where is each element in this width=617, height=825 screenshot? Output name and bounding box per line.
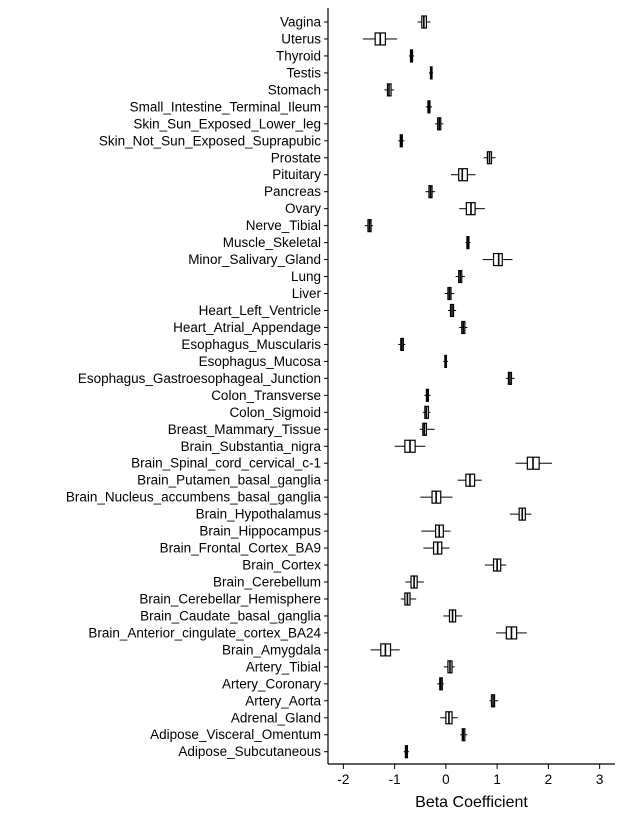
category-label: Colon_Sigmoid [229,404,321,420]
category-label: Adipose_Visceral_Omentum [150,727,321,743]
category-label: Nerve_Tibial [245,218,321,234]
box-brain_frontal_cortex_ba9 [423,542,449,554]
box-adipose_visceral_omentum [460,729,467,741]
box-adrenal_gland [440,712,457,724]
category-label: Brain_Cerebellum [212,574,321,590]
box-brain_caudate_basal_ganglia [443,610,462,622]
category-label: Brain_Hypothalamus [195,506,321,522]
category-labels [66,15,328,760]
category-label: Heart_Atrial_Appendage [173,319,321,335]
box-uterus [363,33,397,45]
category-label: Artery_Coronary [221,676,321,692]
box-brain_substantia_nigra [395,440,426,452]
category-label: Colon_Transverse [211,387,321,403]
box-thyroid [409,50,414,62]
x-tick-label: 3 [595,772,604,787]
box-marks [363,16,552,758]
category-label: Brain_Caudate_basal_ganglia [140,608,321,624]
box-esophagus_mucosa [443,355,448,367]
x-tick-label: 0 [442,772,450,787]
category-label: Adrenal_Gland [230,710,321,726]
box-brain_hypothalamus [510,508,532,520]
category-label: Small_Intestine_Terminal_Ileum [129,99,321,115]
category-label: Stomach [267,82,321,98]
box-minor_salivary_gland [483,254,513,266]
box-esophagus_gastroesophageal_junction [506,372,515,384]
box-artery_aorta [489,695,498,707]
box-lung [456,271,465,283]
category-label: Artery_Tibial [245,659,321,675]
category-label: Heart_Left_Ventricle [198,302,321,318]
box-ovary [459,203,485,215]
box-liver [445,288,454,300]
category-label: Vagina [279,14,321,30]
box-artery_tibial [444,661,455,673]
box-brain_nucleus_accumbens_basal_ganglia [420,491,452,503]
box-skin_sun_exposed_lower_leg [435,118,443,130]
box-brain_cerebellum [405,576,423,588]
box-brain_putamen_basal_ganglia [458,474,482,486]
category-label: Lung [290,269,321,285]
box-brain_cerebellar_hemisphere [401,593,416,605]
category-label: Brain_Nucleus_accumbens_basal_ganglia [65,489,321,505]
box-breast_mammary_tissue [420,423,435,435]
category-label: Brain_Spinal_cord_cervical_c-1 [131,455,321,471]
x-tick-label: 1 [493,772,501,787]
x-tick-label: 2 [544,772,553,787]
category-label: Adipose_Subcutaneous [178,744,321,760]
category-label: Esophagus_Mucosa [198,353,321,369]
category-label: Brain_Cortex [242,557,321,573]
box-vagina [418,16,431,28]
box-brain_amygdala [371,644,400,656]
box-pancreas [425,186,435,198]
category-label: Thyroid [275,48,321,64]
category-label: Liver [291,286,321,302]
category-label: Prostate [270,150,321,166]
category-label: Pancreas [263,184,321,200]
box-stomach [384,84,394,96]
box-skin_not_sun_exposed_suprapubic [398,135,404,147]
x-tick-label: -1 [388,772,401,787]
box-adipose_subcutaneous [404,746,409,758]
category-label: Muscle_Skeletal [222,235,321,251]
category-label: Artery_Aorta [245,693,321,709]
category-label: Brain_Amygdala [221,642,321,658]
box-esophagus_muscularis [398,338,405,350]
category-label: Ovary [284,201,321,217]
box-brain_anterior_cingulate_cortex_ba24 [496,627,527,639]
category-label: Testis [286,65,321,81]
category-label: Pituitary [272,167,321,183]
category-label: Uterus [281,31,321,47]
box-nerve_tibial [365,220,373,232]
box-colon_sigmoid [423,406,431,418]
x-axis-ticks [337,764,603,787]
box-muscle_skeletal [465,237,470,249]
category-label: Esophagus_Muscularis [181,336,321,352]
category-label: Breast_Mammary_Tissue [167,421,321,437]
box-brain_hippocampus [421,525,450,537]
x-tick-label: -2 [337,772,350,787]
category-label: Brain_Cerebellar_Hemisphere [139,591,321,607]
category-label: Skin_Not_Sun_Exposed_Suprapubic [98,133,321,149]
category-label: Brain_Substantia_nigra [180,438,321,454]
category-label: Minor_Salivary_Gland [188,252,321,268]
box-prostate [484,152,496,164]
box-heart_left_ventricle [448,304,456,316]
category-label: Brain_Hippocampus [199,523,321,539]
box-small_intestine_terminal_ileum [426,101,432,113]
box-artery_coronary [437,678,444,690]
box-brain_spinal_cord_cervical_c-1 [516,457,552,469]
box-colon_transverse [424,389,430,401]
box-pituitary [451,169,476,181]
category-label: Brain_Anterior_cingulate_cortex_BA24 [88,625,321,641]
category-label: Brain_Frontal_Cortex_BA9 [159,540,321,556]
category-label: Esophagus_Gastroesophageal_Junction [77,370,321,386]
box-testis [429,67,433,79]
box-brain_cortex [485,559,507,571]
box-heart_atrial_appendage [459,321,467,333]
category-label: Skin_Sun_Exposed_Lower_leg [133,116,321,132]
x-axis-title: Beta Coefficient [415,794,528,811]
category-label: Brain_Putamen_basal_ganglia [137,472,321,488]
